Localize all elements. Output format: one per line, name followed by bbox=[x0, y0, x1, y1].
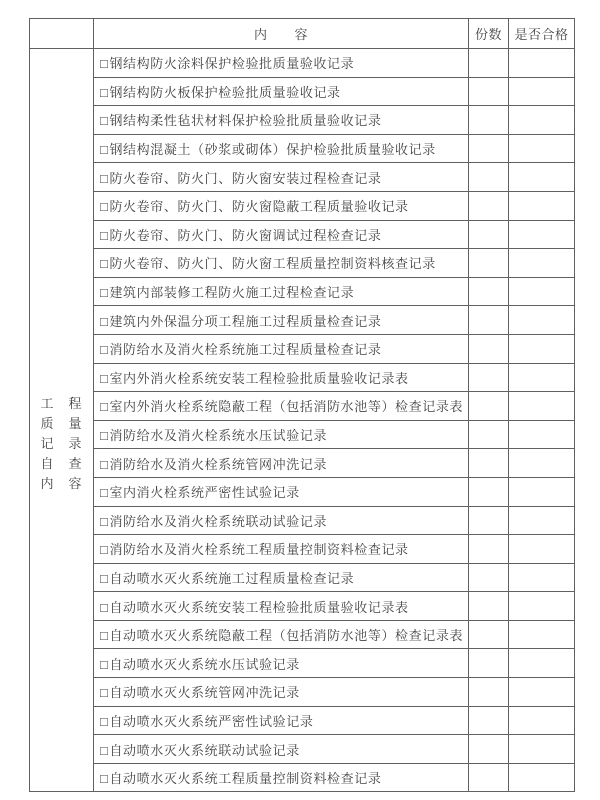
record-item-cell bbox=[94, 77, 469, 106]
record-item-label: 消防给水及消火栓系统施工过程质量检查记录 bbox=[109, 342, 382, 358]
copies-cell bbox=[469, 592, 509, 621]
table-row bbox=[30, 277, 575, 306]
record-item-cell bbox=[94, 735, 469, 764]
record-item-label: 防火卷帘、防火门、防火窗安装过程检查记录 bbox=[109, 170, 382, 186]
copies-cell bbox=[469, 363, 509, 392]
table-row bbox=[30, 363, 575, 392]
record-item-label: 钢结构混凝土（砂浆或砌体）保护检验批质量验收记录 bbox=[109, 142, 436, 158]
corner-cell bbox=[30, 19, 94, 49]
copies-cell bbox=[469, 735, 509, 764]
record-item-cell bbox=[94, 392, 469, 421]
table-row bbox=[30, 763, 575, 792]
qualified-cell bbox=[509, 735, 575, 764]
copies-cell bbox=[469, 163, 509, 192]
record-item-cell bbox=[94, 706, 469, 735]
header-row bbox=[30, 19, 575, 49]
qualified-cell bbox=[509, 563, 575, 592]
record-item-label: 自动喷水灭火系统安装工程检验批质量验收记录表 bbox=[109, 599, 409, 615]
record-item-cell bbox=[94, 163, 469, 192]
record-item-label: 室内消火栓系统严密性试验记录 bbox=[109, 485, 300, 501]
qualified-cell bbox=[509, 220, 575, 249]
copies-cell bbox=[469, 678, 509, 707]
record-item-label: 防火卷帘、防火门、防火窗调试过程检查记录 bbox=[109, 227, 382, 243]
copies-cell bbox=[469, 620, 509, 649]
copies-cell bbox=[469, 706, 509, 735]
qualified-cell bbox=[509, 334, 575, 363]
record-item-label: 建筑内外保温分项工程施工过程质量检查记录 bbox=[109, 313, 382, 329]
qualified-cell bbox=[509, 620, 575, 649]
checkbox-icon[interactable]: □ bbox=[100, 399, 109, 415]
qualified-cell bbox=[509, 163, 575, 192]
checkbox-icon[interactable]: □ bbox=[100, 199, 109, 215]
record-item-cell bbox=[94, 678, 469, 707]
checkbox-icon[interactable]: □ bbox=[100, 56, 109, 72]
record-item-cell bbox=[94, 106, 469, 135]
record-item-cell bbox=[94, 134, 469, 163]
table-row bbox=[30, 106, 575, 135]
qualified-cell bbox=[509, 392, 575, 421]
record-item-label: 室内外消火栓系统安装工程检验批质量验收记录表 bbox=[109, 370, 409, 386]
checkbox-icon[interactable]: □ bbox=[100, 456, 109, 472]
checkbox-icon[interactable]: □ bbox=[100, 570, 109, 586]
table-row bbox=[30, 134, 575, 163]
qualified-cell bbox=[509, 191, 575, 220]
record-item-cell bbox=[94, 420, 469, 449]
copies-cell bbox=[469, 649, 509, 678]
checkbox-icon[interactable]: □ bbox=[100, 599, 109, 615]
checkbox-icon[interactable]: □ bbox=[100, 742, 109, 758]
record-item-cell bbox=[94, 477, 469, 506]
record-item-label: 钢结构防火板保护检验批质量验收记录 bbox=[109, 84, 341, 100]
row-group-header-line: 记 录 bbox=[40, 436, 83, 452]
record-item-label: 钢结构防火涂料保护检验批质量验收记录 bbox=[109, 56, 355, 72]
record-item-cell bbox=[94, 249, 469, 278]
table-row bbox=[30, 592, 575, 621]
qualified-cell bbox=[509, 678, 575, 707]
qualified-cell bbox=[509, 706, 575, 735]
qualified-cell bbox=[509, 535, 575, 564]
checkbox-icon[interactable]: □ bbox=[100, 285, 109, 301]
checkbox-icon[interactable]: □ bbox=[100, 428, 109, 444]
qualified-cell bbox=[509, 763, 575, 792]
copies-cell bbox=[469, 191, 509, 220]
record-item-label: 消防给水及消火栓系统管网冲洗记录 bbox=[109, 456, 328, 472]
table-row bbox=[30, 678, 575, 707]
copies-column-header: 份数 bbox=[469, 19, 509, 49]
record-item-label: 消防给水及消火栓系统工程质量控制资料检查记录 bbox=[109, 542, 409, 558]
table-row bbox=[30, 563, 575, 592]
record-item-label: 自动喷水灭火系统隐蔽工程（包括消防水池等）检查记录表 bbox=[109, 628, 464, 644]
table-row bbox=[30, 334, 575, 363]
copies-cell bbox=[469, 763, 509, 792]
record-item-label: 自动喷水灭火系统水压试验记录 bbox=[109, 656, 300, 672]
record-item-cell bbox=[94, 763, 469, 792]
table-row bbox=[30, 220, 575, 249]
table-row bbox=[30, 163, 575, 192]
qualified-column-header: 是否合格 bbox=[509, 19, 575, 49]
table-row bbox=[30, 506, 575, 535]
table-row bbox=[30, 191, 575, 220]
record-item-cell bbox=[94, 592, 469, 621]
record-item-label: 自动喷水灭火系统施工过程质量检查记录 bbox=[109, 570, 355, 586]
record-item-cell bbox=[94, 649, 469, 678]
checkbox-icon[interactable]: □ bbox=[100, 771, 109, 787]
copies-cell bbox=[469, 306, 509, 335]
record-item-cell bbox=[94, 220, 469, 249]
record-item-cell bbox=[94, 449, 469, 478]
checkbox-icon[interactable]: □ bbox=[100, 656, 109, 672]
record-item-cell bbox=[94, 563, 469, 592]
copies-cell bbox=[469, 420, 509, 449]
copies-cell bbox=[469, 49, 509, 78]
table-row bbox=[30, 706, 575, 735]
copies-cell bbox=[469, 249, 509, 278]
qualified-cell bbox=[509, 106, 575, 135]
checkbox-icon[interactable]: □ bbox=[100, 542, 109, 558]
table-row bbox=[30, 649, 575, 678]
checkbox-icon[interactable]: □ bbox=[100, 370, 109, 386]
checkbox-icon[interactable]: □ bbox=[100, 227, 109, 243]
table-row bbox=[30, 735, 575, 764]
copies-cell bbox=[469, 506, 509, 535]
record-item-label: 钢结构柔性毡状材料保护检验批质量验收记录 bbox=[109, 113, 382, 129]
copies-cell bbox=[469, 277, 509, 306]
copies-cell bbox=[469, 134, 509, 163]
record-item-cell bbox=[94, 277, 469, 306]
table-row bbox=[30, 392, 575, 421]
checkbox-icon[interactable]: □ bbox=[100, 142, 109, 158]
qualified-cell bbox=[509, 249, 575, 278]
checkbox-icon[interactable]: □ bbox=[100, 713, 109, 729]
record-item-label: 自动喷水灭火系统管网冲洗记录 bbox=[109, 685, 300, 701]
record-item-cell bbox=[94, 334, 469, 363]
qualified-cell bbox=[509, 649, 575, 678]
qualified-cell bbox=[509, 449, 575, 478]
checkbox-icon[interactable]: □ bbox=[100, 628, 109, 644]
qualified-cell bbox=[509, 363, 575, 392]
copies-cell bbox=[469, 220, 509, 249]
record-item-cell bbox=[94, 191, 469, 220]
checkbox-icon[interactable]: □ bbox=[100, 685, 109, 701]
record-item-label: 自动喷水灭火系统联动试验记录 bbox=[109, 742, 300, 758]
row-group-header-line: 工 程 bbox=[40, 396, 83, 412]
table-row bbox=[30, 449, 575, 478]
checkbox-icon[interactable]: □ bbox=[100, 170, 109, 186]
copies-cell bbox=[469, 106, 509, 135]
table-row bbox=[30, 477, 575, 506]
record-item-label: 消防给水及消火栓系统联动试验记录 bbox=[109, 513, 328, 529]
record-item-label: 自动喷水灭火系统严密性试验记录 bbox=[109, 713, 314, 729]
table-row bbox=[30, 535, 575, 564]
copies-cell bbox=[469, 449, 509, 478]
record-item-cell bbox=[94, 506, 469, 535]
table-row bbox=[30, 77, 575, 106]
copies-cell bbox=[469, 334, 509, 363]
table-row bbox=[30, 620, 575, 649]
copies-cell bbox=[469, 535, 509, 564]
table-body bbox=[30, 49, 575, 792]
qualified-cell bbox=[509, 77, 575, 106]
checkbox-icon[interactable]: □ bbox=[100, 256, 109, 272]
qualified-cell bbox=[509, 134, 575, 163]
qualified-cell bbox=[509, 506, 575, 535]
copies-cell bbox=[469, 563, 509, 592]
table-row bbox=[30, 306, 575, 335]
self-check-records-table bbox=[29, 18, 575, 792]
checkbox-icon[interactable]: □ bbox=[100, 342, 109, 358]
qualified-cell bbox=[509, 49, 575, 78]
record-item-label: 防火卷帘、防火门、防火窗隐蔽工程质量验收记录 bbox=[109, 199, 409, 215]
record-item-label: 室内外消火栓系统隐蔽工程（包括消防水池等）检查记录表 bbox=[109, 399, 464, 415]
record-item-cell bbox=[94, 306, 469, 335]
row-group-header-line: 质 量 bbox=[40, 416, 83, 432]
qualified-cell bbox=[509, 592, 575, 621]
checkbox-icon[interactable]: □ bbox=[100, 113, 109, 129]
copies-cell bbox=[469, 77, 509, 106]
table-row bbox=[30, 420, 575, 449]
qualified-cell bbox=[509, 277, 575, 306]
row-group-header-line: 自 查 bbox=[40, 456, 83, 472]
record-item-cell bbox=[94, 535, 469, 564]
record-item-label: 建筑内部装修工程防火施工过程检查记录 bbox=[109, 285, 355, 301]
checkbox-icon[interactable]: □ bbox=[100, 313, 109, 329]
checkbox-icon[interactable]: □ bbox=[100, 485, 109, 501]
qualified-cell bbox=[509, 477, 575, 506]
content-column-header: 内 容 bbox=[94, 19, 469, 49]
record-item-label: 消防给水及消火栓系统水压试验记录 bbox=[109, 428, 328, 444]
table-row bbox=[30, 49, 575, 78]
row-group-header bbox=[30, 49, 94, 792]
qualified-cell bbox=[509, 306, 575, 335]
record-item-cell bbox=[94, 49, 469, 78]
row-group-header-line: 内 容 bbox=[40, 476, 83, 492]
qualified-cell bbox=[509, 420, 575, 449]
copies-cell bbox=[469, 477, 509, 506]
record-item-cell bbox=[94, 620, 469, 649]
record-item-cell bbox=[94, 363, 469, 392]
record-item-label: 防火卷帘、防火门、防火窗工程质量控制资料核查记录 bbox=[109, 256, 436, 272]
checkbox-icon[interactable]: □ bbox=[100, 84, 109, 100]
copies-cell bbox=[469, 392, 509, 421]
checkbox-icon[interactable]: □ bbox=[100, 513, 109, 529]
table-row bbox=[30, 249, 575, 278]
record-item-label: 自动喷水灭火系统工程质量控制资料检查记录 bbox=[109, 771, 382, 787]
row-group-header-label bbox=[30, 394, 93, 494]
